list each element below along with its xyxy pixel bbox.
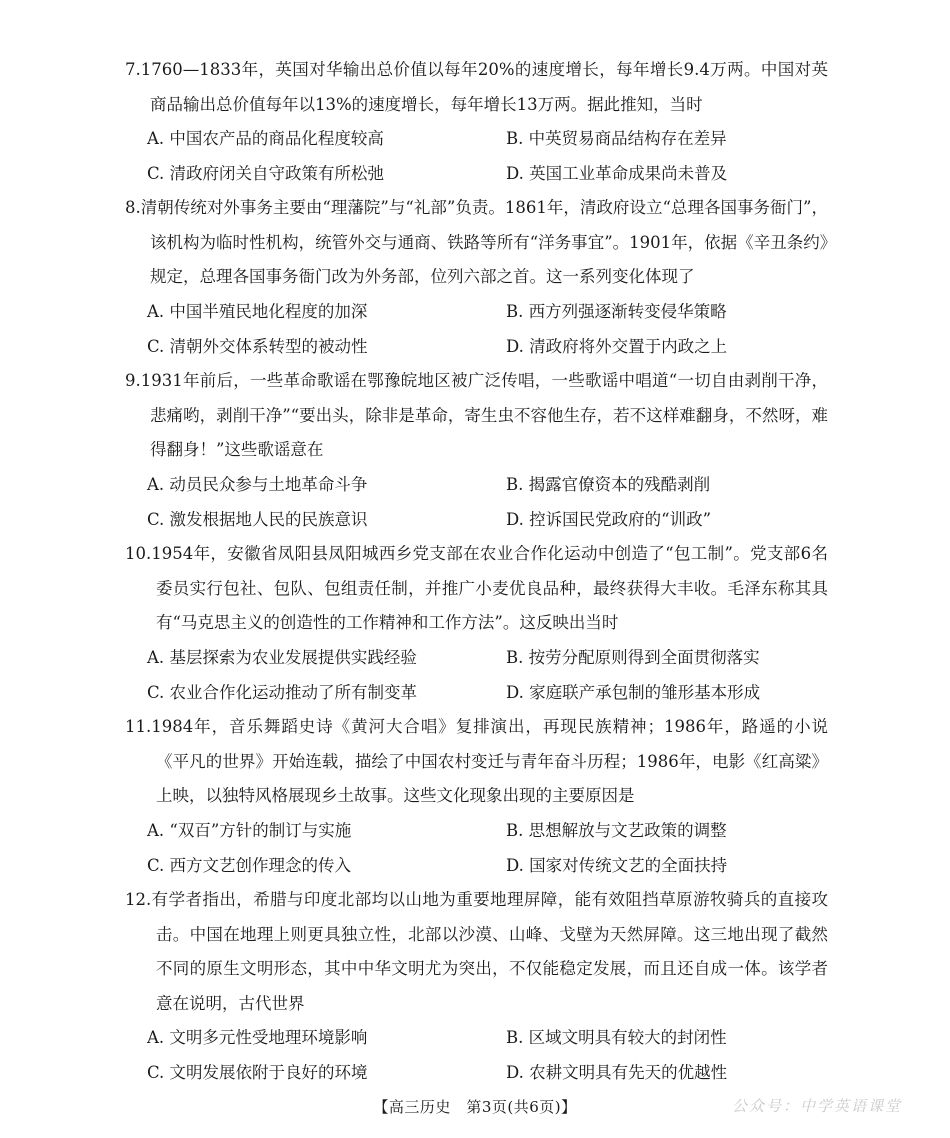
question-text: 1931年前后，一些革命歌谣在鄂豫皖地区被广泛传唱，一些歌谣中唱道“一切自由剥削干净，悲痛哟，剥削干净”“要出头，除非是革命，寄生虫不容他生存，若不这样难翻身，不然呀，难得翻身！”这些歌谣意在 <box>140 371 828 459</box>
question-stem <box>0 710 950 814</box>
question-number: 9. <box>125 371 141 390</box>
options-group <box>0 1021 950 1090</box>
option-b: B. 中英贸易商品结构存在差异 <box>506 129 727 148</box>
option-c: C. 西方文艺创作理念的传入 <box>147 855 352 875</box>
question-stem <box>0 364 950 468</box>
option-b: B. 思想解放与文艺政策的调整 <box>506 820 727 840</box>
option-d: D. 农耕文明具有先天的优越性 <box>506 1063 728 1082</box>
question-stem <box>0 883 950 1021</box>
option-c: C. 农业合作化运动推动了所有制变革 <box>147 682 418 702</box>
option-b: B. 按劳分配原则得到全面贯彻落实 <box>506 647 760 667</box>
question-text: 清朝传统对外事务主要由“理藩院”与“礼部”负责。1861年，清政府设立“总理各国事务衙门”，该机构为临时性机构，统管外交与通商、铁路等所有“洋务事宜”。1901年，依据《辛丑条约》规定，总理各国事务衙门改为外务部，位列六部之首。这一系列变化体现了 <box>140 198 828 286</box>
question-7 <box>0 53 950 191</box>
question-9 <box>0 364 950 537</box>
question-text: 1984年，音乐舞蹈史诗《黄河大合唱》复排演出，再现民族精神；1986年，路遥的小说《平凡的世界》开始连载，描绘了中国农村变迁与青年奋斗历程；1986年，电影《红高粱》上映，以独特风格展现乡土故事。这些文化现象出现的主要原因是 <box>151 717 828 805</box>
option-d: D. 英国工业革命成果尚未普及 <box>506 164 728 183</box>
question-11 <box>0 710 950 883</box>
option-c: C. 文明发展依附于良好的环境 <box>147 1063 368 1082</box>
option-a: A. 基层探索为农业发展提供实践经验 <box>147 647 417 667</box>
question-number: 7. <box>125 60 141 79</box>
option-b: B. 区域文明具有较大的封闭性 <box>506 1028 727 1047</box>
option-d: D. 清政府将外交置于内政之上 <box>506 336 728 356</box>
question-text: 1760—1833年，英国对华输出总价值以每年20%的速度增长，每年增长9.4万两。中国对英商品输出总价值每年以13%的速度增长，每年增长13万两。据此推知，当时 <box>140 60 828 114</box>
option-d: D. 控诉国民党政府的“训政” <box>506 509 712 529</box>
options-group <box>0 122 950 191</box>
options-group <box>0 468 950 537</box>
option-c: C. 激发根据地人民的民族意识 <box>147 509 368 529</box>
options-group <box>0 814 950 883</box>
question-8 <box>0 191 950 364</box>
question-number: 8. <box>125 198 141 217</box>
question-stem <box>0 537 950 641</box>
question-stem <box>0 191 950 295</box>
question-text: 有学者指出，希腊与印度北部均以山地为重要地理屏障，能有效阻挡草原游牧骑兵的直接攻击。中国在地理上则更具独立性，北部以沙漠、山峰、戈壁为天然屏障。这三地出现了截然不同的原生文明形态，其中中华文明尤为突出，不仅能稳定发展，而且还自成一体。该学者意在说明，古代世界 <box>151 890 828 1013</box>
question-10 <box>0 537 950 710</box>
question-number: 11. <box>125 717 152 736</box>
option-c: C. 清政府闭关自守政策有所松弛 <box>147 164 385 183</box>
option-a: A. 中国农产品的商品化程度较高 <box>147 129 384 148</box>
option-a: A. “双百”方针的制订与实施 <box>147 820 352 840</box>
option-a: A. 中国半殖民地化程度的加深 <box>147 301 368 321</box>
option-b: B. 西方列强逐渐转变侵华策略 <box>506 301 727 321</box>
option-d: D. 家庭联产承包制的雏形基本形成 <box>506 682 761 702</box>
page-footer: 【高三历史 第3页(共6页)】 <box>373 1098 577 1116</box>
options-group <box>0 295 950 364</box>
question-text: 1954年，安徽省凤阳县凤阳城西乡党支部在农业合作化运动中创造了“包工制”。党支部6名委员实行包社、包队、包组责任制，并推广小麦优良品种，最终获得大丰收。毛泽东称其具有“马克思主义的创造性的工作精神和工作方法”。这反映出当时 <box>151 544 828 632</box>
question-number: 10. <box>125 544 152 563</box>
watermark: 公众号：中学英语课堂 <box>731 1097 902 1115</box>
options-group <box>0 641 950 710</box>
option-a: A. 动员民众参与土地革命斗争 <box>147 474 368 494</box>
option-c: C. 清朝外交体系转型的被动性 <box>147 336 368 356</box>
question-12 <box>0 883 950 1090</box>
option-a: A. 文明多元性受地理环境影响 <box>147 1028 368 1047</box>
option-b: B. 揭露官僚资本的残酷剥削 <box>506 474 711 494</box>
question-stem <box>0 53 950 122</box>
option-d: D. 国家对传统文艺的全面扶持 <box>506 855 728 875</box>
question-number: 12. <box>125 890 152 909</box>
